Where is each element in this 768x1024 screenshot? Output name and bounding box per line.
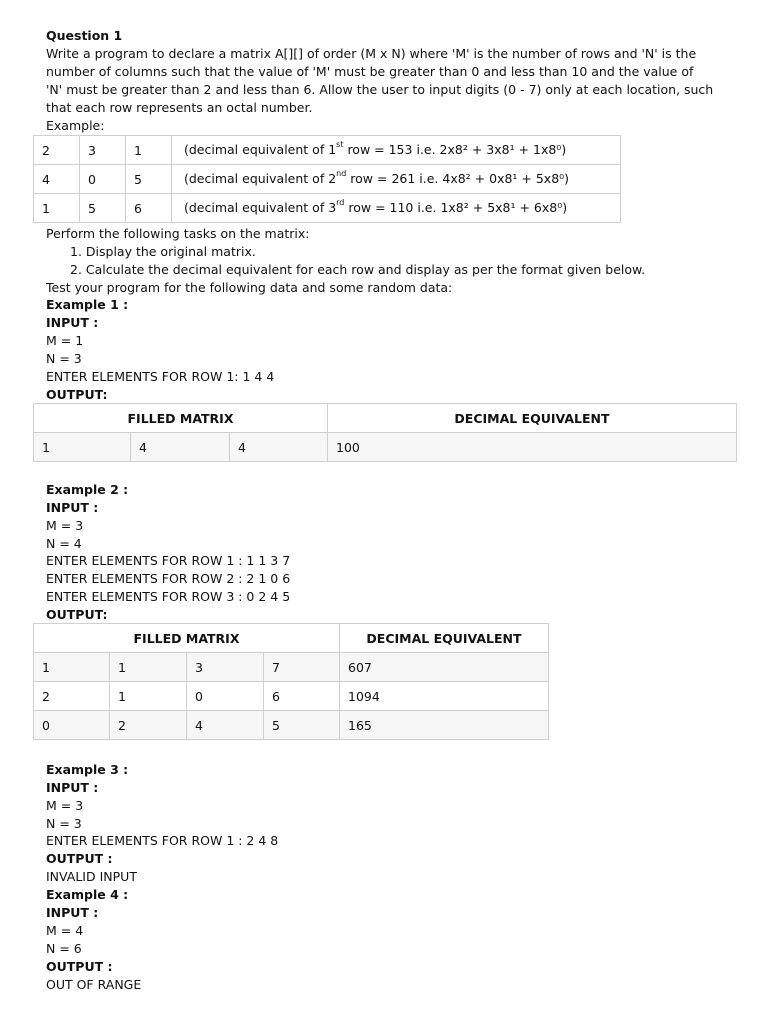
decimal-explanation <box>172 194 621 223</box>
example-2-label: Example 2 : <box>46 482 129 497</box>
example-3-input-label: INPUT : <box>46 780 99 795</box>
example-2-output-label: OUTPUT: <box>46 607 108 622</box>
example-2-enter-3: ENTER ELEMENTS FOR ROW 3 : 0 2 4 5 <box>46 589 291 604</box>
example-1-enter: ENTER ELEMENTS FOR ROW 1: 1 4 4 <box>46 369 275 384</box>
matrix-cell: 3 <box>80 136 126 165</box>
explanation-text: (decimal equivalent of <box>184 171 329 187</box>
example-3-output-label: OUTPUT : <box>46 851 113 866</box>
example-4-input-label: INPUT : <box>46 905 99 920</box>
table-row <box>34 653 549 682</box>
intro-line-1: Write a program to declare a matrix A[][] of order (M x N) where 'M' is the number of rows and 'N' is the <box>46 46 697 61</box>
matrix-cell: 1 <box>34 653 110 682</box>
intro-line-2: number of columns such that the value of 'M' must be greater than 0 and less than 10 and the value of <box>46 64 694 79</box>
matrix-cell: 6 <box>126 194 172 223</box>
decimal-cell: 607 <box>340 653 549 682</box>
explanation-text: 261 <box>391 171 416 187</box>
intro-line-3: 'N' must be greater than 2 and less than 6. Allow the user to input digits (0 - 7) only at each location, such <box>46 82 714 97</box>
explanation-text: 110 <box>389 200 414 216</box>
table-row <box>34 194 621 223</box>
task-1: 1. Display the original matrix. <box>70 244 256 259</box>
decimal-cell: 100 <box>328 433 737 462</box>
example-1-n: N = 3 <box>46 351 82 366</box>
explanation-text: (decimal equivalent of <box>184 200 329 216</box>
matrix-cell: 0 <box>80 165 126 194</box>
explanation-text: 2 <box>328 171 337 187</box>
matrix-cell: 0 <box>34 711 110 740</box>
example-4-label: Example 4 : <box>46 887 129 902</box>
decimal-explanation <box>172 136 621 165</box>
matrix-cell: 6 <box>264 682 340 711</box>
explanation-text: 153 <box>388 142 413 158</box>
decimal-equivalent-header: DECIMAL EQUIVALENT <box>328 404 737 433</box>
explanation-text: (decimal equivalent of <box>184 142 329 158</box>
test-line: Test your program for the following data and some random data: <box>46 280 453 295</box>
example-label: Example: <box>46 118 105 133</box>
example-3-n: N = 3 <box>46 816 82 831</box>
example-2-input-label: INPUT : <box>46 500 99 515</box>
explanation-text: st <box>336 140 344 150</box>
table-row <box>34 711 549 740</box>
explanation-text: i.e. <box>412 142 440 158</box>
explanation-text: row = <box>344 200 390 216</box>
matrix-cell: 2 <box>34 136 80 165</box>
matrix-cell: 7 <box>264 653 340 682</box>
explanation-text: 1 <box>328 142 337 158</box>
matrix-cell: 1 <box>34 194 80 223</box>
example-3-label: Example 3 : <box>46 762 129 777</box>
task-2: 2. Calculate the decimal equivalent for each row and display as per the format given below. <box>70 262 646 277</box>
tasks-intro: Perform the following tasks on the matrix: <box>46 226 310 241</box>
example-2-m: M = 3 <box>46 518 84 533</box>
example-2-enter-2: ENTER ELEMENTS FOR ROW 2 : 2 1 0 6 <box>46 571 291 586</box>
explanation-text: row = <box>346 171 392 187</box>
example-3-m: M = 3 <box>46 798 84 813</box>
explanation-text: i.e. <box>413 200 441 216</box>
matrix-cell: 5 <box>80 194 126 223</box>
matrix-cell: 5 <box>126 165 172 194</box>
matrix-cell: 4 <box>34 165 80 194</box>
example-2-n: N = 4 <box>46 536 82 551</box>
explanation-text: nd <box>336 169 347 179</box>
decimal-cell: 1094 <box>340 682 549 711</box>
example-2-enter-1: ENTER ELEMENTS FOR ROW 1 : 1 1 3 7 <box>46 553 291 568</box>
table-row <box>34 136 621 165</box>
decimal-explanation <box>172 165 621 194</box>
example-1-label: Example 1 : <box>46 297 129 312</box>
table-row <box>34 433 737 462</box>
example-3-enter: ENTER ELEMENTS FOR ROW 1 : 2 4 8 <box>46 833 279 848</box>
matrix-cell: 2 <box>34 682 110 711</box>
example-1-input-label: INPUT : <box>46 315 99 330</box>
explanation-text: rd <box>336 198 345 208</box>
matrix-cell: 4 <box>230 433 328 462</box>
matrix-cell: 0 <box>187 682 264 711</box>
explanation-text: 3 <box>328 200 337 216</box>
example-2-table <box>33 623 549 740</box>
matrix-cell: 1 <box>34 433 131 462</box>
explanation-text: i.e. <box>415 171 443 187</box>
example-3-result: INVALID INPUT <box>46 869 137 884</box>
matrix-cell: 3 <box>187 653 264 682</box>
explanation-text: 2x8² + 3x8¹ + 1x8⁰ <box>439 142 562 158</box>
decimal-equivalent-header: DECIMAL EQUIVALENT <box>340 624 549 653</box>
example-4-output-label: OUTPUT : <box>46 959 113 974</box>
example-octal-table <box>33 135 621 223</box>
matrix-cell: 1 <box>110 682 187 711</box>
explanation-text: row = <box>343 142 389 158</box>
explanation-text: ) <box>564 171 570 187</box>
matrix-cell: 1 <box>126 136 172 165</box>
explanation-text: ) <box>562 200 568 216</box>
example-1-m: M = 1 <box>46 333 84 348</box>
example-1-output-label: OUTPUT: <box>46 387 108 402</box>
matrix-cell: 1 <box>110 653 187 682</box>
explanation-text: 1x8² + 5x8¹ + 6x8⁰ <box>440 200 563 216</box>
example-4-result: OUT OF RANGE <box>46 977 142 992</box>
explanation-text: ) <box>561 142 567 158</box>
matrix-cell: 4 <box>131 433 230 462</box>
example-1-table <box>33 403 737 462</box>
example-4-n: N = 6 <box>46 941 82 956</box>
filled-matrix-header: FILLED MATRIX <box>34 624 340 653</box>
table-row <box>34 682 549 711</box>
example-4-m: M = 4 <box>46 923 84 938</box>
matrix-cell: 2 <box>110 711 187 740</box>
explanation-text: 4x8² + 0x8¹ + 5x8⁰ <box>442 171 565 187</box>
filled-matrix-header: FILLED MATRIX <box>34 404 328 433</box>
matrix-cell: 5 <box>264 711 340 740</box>
decimal-cell: 165 <box>340 711 549 740</box>
matrix-cell: 4 <box>187 711 264 740</box>
table-row <box>34 165 621 194</box>
intro-line-4: that each row represents an octal number. <box>46 100 313 115</box>
question-title: Question 1 <box>46 28 123 43</box>
